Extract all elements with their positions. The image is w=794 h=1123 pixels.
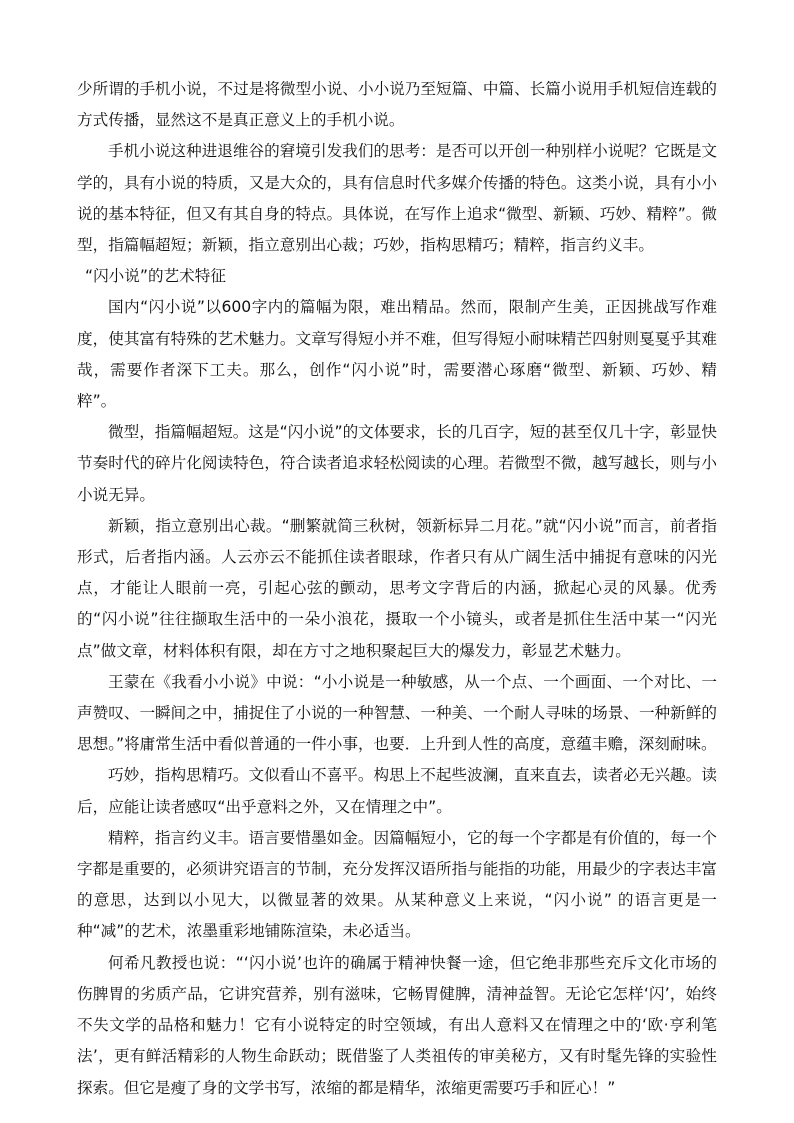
- paragraph-clever: 巧妙，指构思精巧。文似看山不喜平。构思上不起些波澜，直来直去，读者必无兴趣。读后，应能让读者感叹“出乎意料之外，又在情理之中”。: [77, 766, 717, 816]
- paragraph-micro: 微型，指篇幅超短。这是“闪小说”的文体要求，长的几百字，短的甚至仅几十字，彰显快节奏时代的碎片化阅读特色，符合读者追求轻松阅读的心理。若微型不微，越写越长，则与小小说无异。: [77, 423, 717, 504]
- section-heading: “闪小说”的艺术特征: [85, 267, 226, 286]
- paragraph-continuation: 少所谓的手机小说，不过是将微型小说、小小说乃至短篇、中篇、长篇小说用手机短信连载的方式传播，显然这不是真正意义上的手机小说。: [77, 80, 717, 130]
- paragraph-he-xifan-quote: 何希凡教授也说：“‘闪小说’也许的确属于精神快餐一途，但它绝非那些充斥文化市场的伤脾胃的劣质产品，它讲究营养，别有滋味，它畅胃健脾，清神益智。无论它怎样‘闪’，始终不失文学的品格和魅力！它有小说特定的时空领域，有出人意料又在情理之中的‘欧·亨利笔法’，更有鲜活精彩的人物生命跃动；既借鉴了人类祖传的审美秘方，又有时髦先锋的实验性探索。但它是瘦了身的文学书写，浓缩的都是精华，浓缩更需要巧手和匠心！”: [77, 953, 717, 1097]
- paragraph-wang-meng-quote: 王蒙在《我看小小说》中说：“小小说是一种敏感，从一个点、一个画面、一个对比、一声赞叹、一瞬间之中，捕捉住了小说的一种智慧、一种美、一个耐人寻味的场景、一种新鲜的思想。”将庸常生活中看似普通的一件小事，也要．上升到人性的高度，意蕴丰赡，深刻耐味。: [77, 672, 717, 754]
- paragraph-thinking: 手机小说这种进退维谷的窘境引发我们的思考：是否可以开创一种别样小说呢？它既是文学的，具有小说的特质，又是大众的，具有信息时代多媒介传播的特色。这类小说，具有小小说的基本特征，但又有其自身的特点。具体说，在写作上追求“微型、新颖、巧妙、精粹”。微型，指篇幅超短；新颖，指立意别出心裁；巧妙，指构思精巧；精粹，指言约义丰。: [77, 142, 717, 255]
- document-page: [77, 74, 717, 1104]
- paragraph-concise: 精粹，指言约义丰。语言要惜墨如金。因篇幅短小，它的每一个字都是有价值的，每一个字都是重要的，必须讲究语言的节制，充分发挥汉语所指与能指的功能，用最少的字表达丰富的意思，达到以小见大，以微显著的效果。从某种意义上来说，“闪小说” 的语言更是一种“减”的艺术，浓墨重彩地铺陈渲染，未必适当。: [77, 828, 717, 941]
- paragraph-domestic: 国内“闪小说”以600字内的篇幅为限，难出精品。然而，限制产生美，正因挑战写作难度，使其富有特殊的艺术魅力。文章写得短小并不难，但写得短小耐味精芒四射则戛戛乎其难哉，需要作者深下工夫。那么，创作“闪小说”时，需要潜心琢磨“微型、新颖、巧妙、精粹”。: [77, 298, 717, 411]
- paragraph-novel: 新颖，指立意别出心裁。“删繁就简三秋树，领新标异二月花。”就“闪小说”而言，前者指形式，后者指内涵。人云亦云不能抓住读者眼球，作者只有从广阔生活中捕捉有意味的闪光点，才能让人眼前一亮，引起心弦的颤动，思考文字背后的内涵，掀起心灵的风暴。优秀的“闪小说”往往撷取生活中的一朵小浪花，摄取一个小镜头，或者是抓住生活中某一“闪光点”做文章，材料体积有限，却在方寸之地积聚起巨大的爆发力，彰显艺术魅力。: [77, 516, 717, 660]
